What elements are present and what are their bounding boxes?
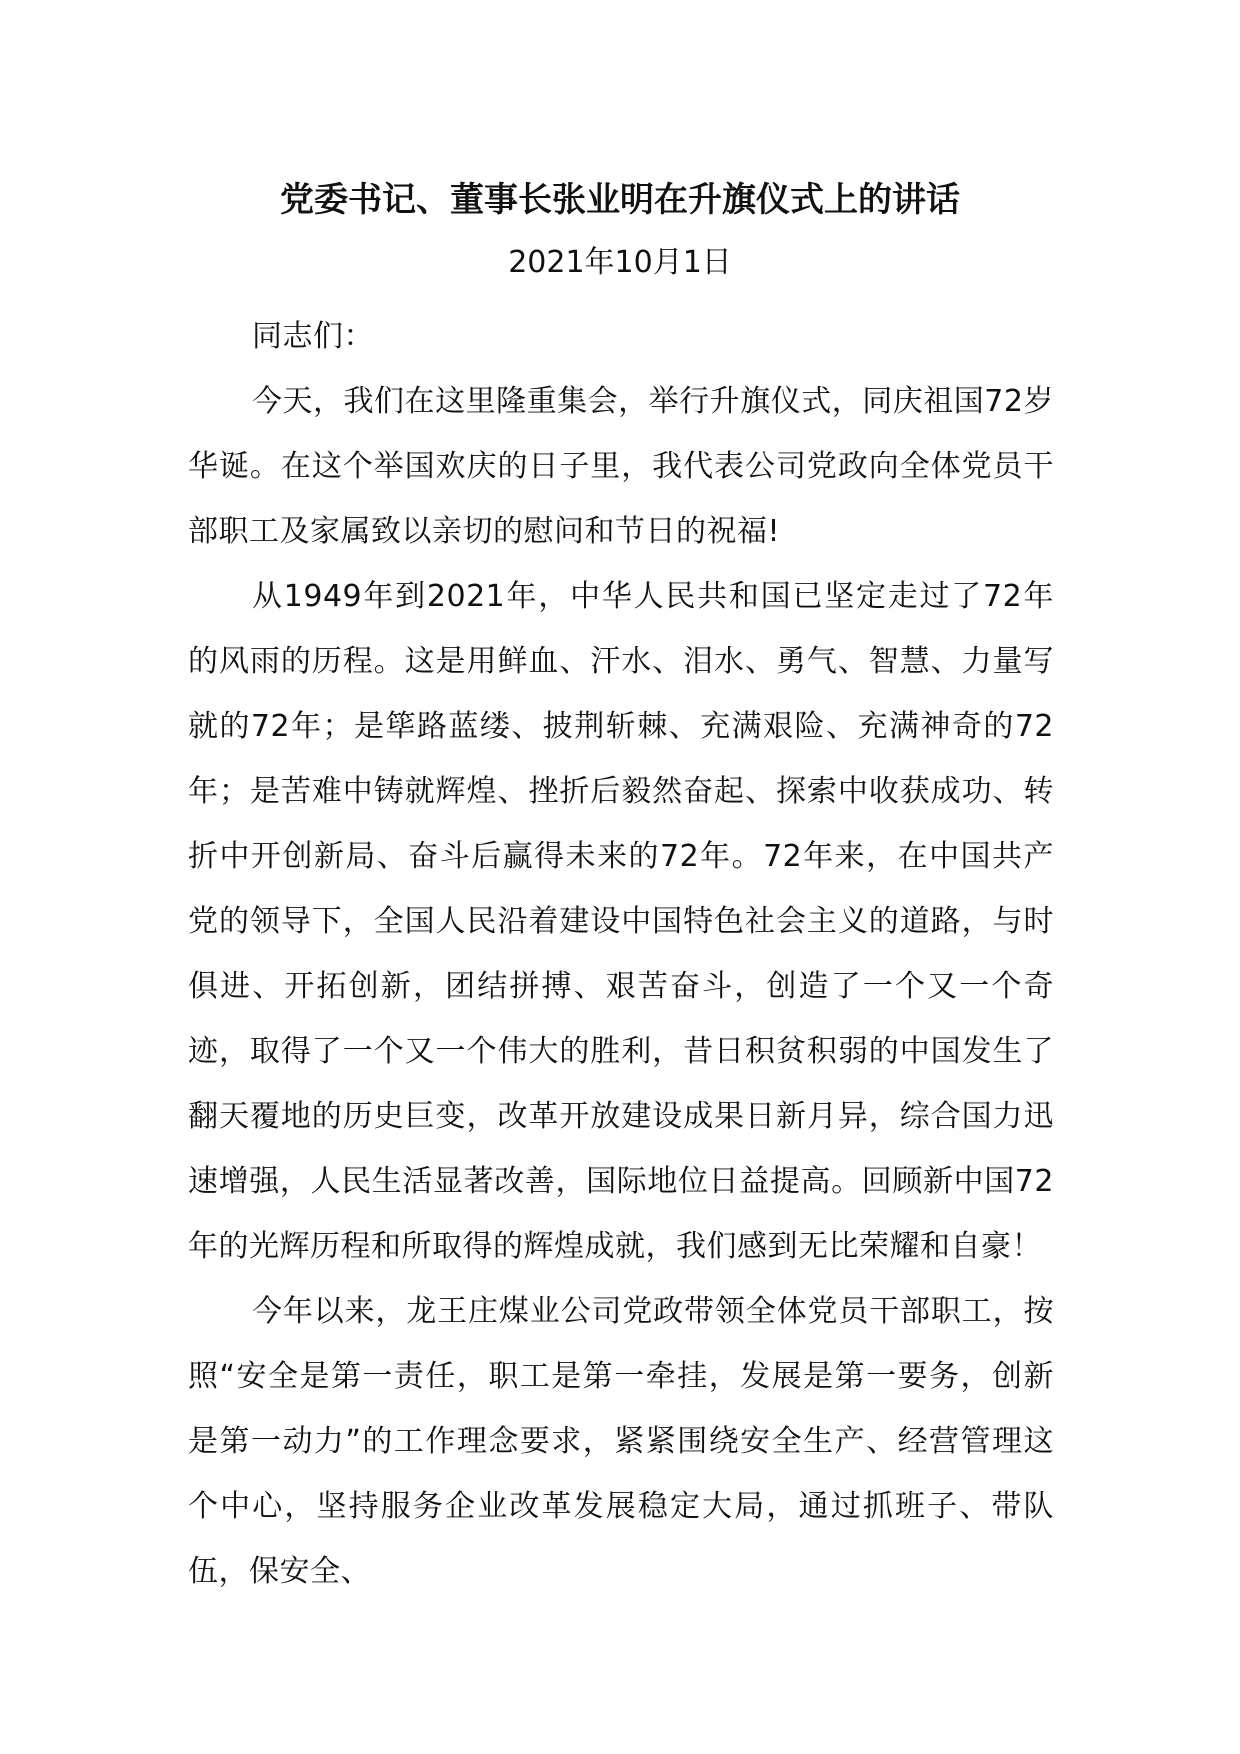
salutation: 同志们： bbox=[252, 319, 374, 354]
document-title: 党委书记、董事长张业明在升旗仪式上的讲话 bbox=[280, 180, 960, 220]
paragraph-3: 今年以来，龙王庄煤业公司党政带领全体党员干部职工，按照“安全是第一责任，职工是第一牵挂，发展是第一要务，创新是第一动力”的工作理念要求，紧紧围绕安全生产、经营管理这个中心，坚持服务企业改革发展稳定大局，通过抓班子、带队伍，保安全、 bbox=[188, 1294, 1054, 1589]
paragraph-2: 从1949年到2021年，中华人民共和国已坚定走过了72年的风雨的历程。这是用鲜血、汗水、泪水、勇气、智慧、力量写就的72年；是筚路蓝缕、披荆斩棘、充满艰险、充满神奇的72年；是苦难中铸就辉煌、挫折后毅然奋起、探索中收获成功、转折中开创新局、奋斗后赢得未来的72年。72年来，在中国共产党的领导下，全国人民沿着建设中国特色社会主义的道路，与时俱进、开拓创新，团结拼搏、艰苦奋斗，创造了一个又一个奇迹，取得了一个又一个伟大的胜利，昔日积贫积弱的中国发生了翻天覆地的历史巨变，改革开放建设成果日新月异，综合国力迅速增强，人民生活显著改善，国际地位日益提高。回顾新中国72年的光辉历程和所取得的辉煌成就，我们感到无比荣耀和自豪！ bbox=[188, 579, 1054, 1264]
document-date: 2021年10月1日 bbox=[508, 245, 732, 280]
document-body bbox=[188, 304, 1054, 1604]
paragraph-1: 今天，我们在这里隆重集会，举行升旗仪式，同庆祖国72岁华诞。在这个举国欢庆的日子里，我代表公司党政向全体党员干部职工及家属致以亲切的慰问和节日的祝福! bbox=[188, 384, 1054, 549]
